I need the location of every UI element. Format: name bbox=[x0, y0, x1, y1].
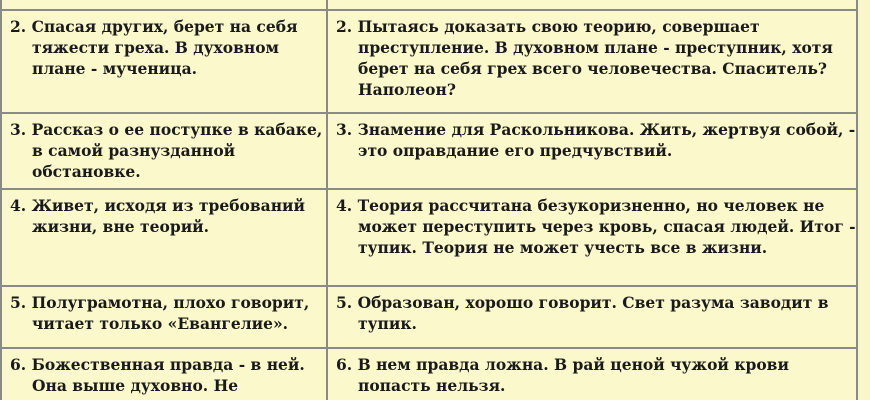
text-line: жизни, вне теорий. bbox=[32, 217, 210, 236]
cell-text bbox=[328, 287, 856, 340]
table-row bbox=[1, 113, 857, 189]
cell-text bbox=[2, 11, 326, 85]
text-line: попасть нельзя. bbox=[358, 376, 506, 395]
table-row-cut bbox=[1, 0, 857, 10]
text-line: 6. Божественная правда - в ней. bbox=[10, 355, 305, 374]
text-line: 3. Знамение для Раскольникова. Жить, жертвуя собой, - bbox=[336, 120, 856, 139]
text-line: преступление. В духовном плане - преступник, хотя bbox=[358, 38, 833, 57]
table-cell-left bbox=[1, 0, 327, 10]
text-line: это оправдание его предчувствий. bbox=[358, 141, 673, 160]
table-row bbox=[1, 10, 857, 113]
cell-text bbox=[2, 114, 326, 188]
table-row bbox=[1, 189, 857, 286]
text-line: читает только «Евангелие». bbox=[32, 314, 289, 333]
text-line: обстановке. bbox=[32, 162, 141, 181]
cell-text bbox=[328, 190, 856, 264]
table-row bbox=[1, 286, 857, 348]
table-cell-left bbox=[1, 286, 327, 348]
table-row bbox=[1, 348, 857, 400]
cell-text bbox=[2, 190, 326, 243]
text-line: 2. Спасая других, берет на себя bbox=[10, 17, 298, 36]
text-line: может переступить через кровь, спасая людей. Итог - bbox=[358, 217, 856, 236]
table-cell-right bbox=[327, 348, 857, 400]
text-line: плане - мученица. bbox=[32, 59, 198, 78]
cell-text bbox=[2, 349, 326, 400]
table-cell-right bbox=[327, 189, 857, 286]
text-line: 2. Пытаясь доказать свою теорию, совершает bbox=[336, 17, 760, 36]
text-line: тупик. bbox=[358, 314, 417, 333]
text-line: 5. Образован, хорошо говорит. Свет разума заводит в bbox=[336, 293, 829, 312]
text-line: 6. В нем правда ложна. В рай ценой чужой крови bbox=[336, 355, 789, 374]
cell-text bbox=[328, 11, 856, 106]
cell-text bbox=[328, 349, 856, 400]
table-cell-left bbox=[1, 113, 327, 189]
table-cell-right bbox=[327, 10, 857, 113]
cell-text bbox=[328, 114, 856, 167]
text-line: 3. Рассказ о ее поступке в кабаке, bbox=[10, 120, 323, 139]
text-line: Наполеон? bbox=[358, 80, 456, 99]
table-cell-left bbox=[1, 348, 327, 400]
table-cell-right bbox=[327, 286, 857, 348]
text-line: берет на себя грех всего человечества. Спаситель? bbox=[358, 59, 827, 78]
text-line: 4. Живет, исходя из требований bbox=[10, 196, 306, 215]
cell-text bbox=[2, 287, 326, 340]
table-cell-left bbox=[1, 10, 327, 113]
text-line: в самой разнузданной bbox=[32, 141, 236, 160]
text-line: тяжести греха. В духовном bbox=[32, 38, 280, 57]
table-cell-right bbox=[327, 0, 857, 10]
text-line: тупик. Теория не может учесть все в жизни. bbox=[358, 238, 768, 257]
table-cell-left bbox=[1, 189, 327, 286]
text-line: 5. Полуграмотна, плохо говорит, bbox=[10, 293, 310, 312]
table-cell-right bbox=[327, 113, 857, 189]
text-line: Она выше духовно. Не bbox=[32, 376, 239, 395]
text-line: 4. Теория рассчитана безукоризненно, но человек не bbox=[336, 196, 825, 215]
